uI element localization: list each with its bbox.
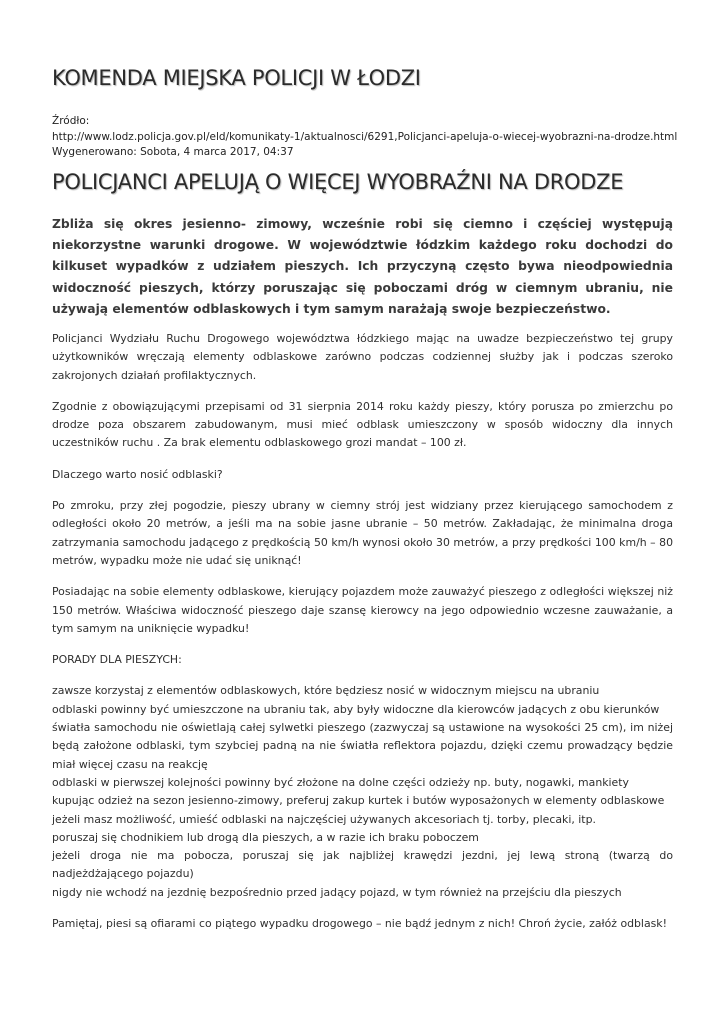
closing-paragraph: Pamiętaj, piesi są ofiarami co piątego wypadku drogowego – nie bądź jednym z nich! Chroń życie, załóż odblask! [52,917,667,931]
tip-item: zawsze korzystaj z elementów odblaskowych, które będziesz nosić w widocznym miejscu na ubraniu [52,684,600,698]
tips-list [52,682,673,902]
site-title: KOMENDA MIEJSKA POLICJI W ŁODZI [52,66,421,90]
paragraph: Policjanci Wydziału Ruchu Drogowego województwa łódzkiego mając na uwadze bezpieczeństwo tej grupy użytkowników wręczają elementy odblaskowe zarówno podczas codziennej służby jak i podczas szeroko zakrojonych działań profilaktycznych. [52,332,673,382]
generated-timestamp: Wygenerowano: Sobota, 4 marca 2017, 04:37 [52,146,294,158]
tips-heading: PORADY DLA PIESZYCH: [52,653,182,667]
tip-item: odblaski powinny być umieszczone na ubraniu tak, aby były widoczne dla kierowców jadących z obu kierunków [52,702,660,716]
tip-item: nigdy nie wchodź na jezdnię bezpośrednio przed jadący pojazd, w tym również na przejściu dla pieszych [52,885,622,899]
tip-item: jeżeli droga nie ma pobocza, poruszaj się jak najbliżej krawędzi jezdni, jej lewą stroną (twarzą do nadjeżdżającego pojazdu) [52,849,673,881]
tip-item: światła samochodu nie oświetlają całej sylwetki pieszego (zazwyczaj są ustawione na wysokości 25 cm), im niżej będą założone odblaski, tym szybciej padną na nie światła reflektora pojazdu, dzięki czemu prowadzący będzie miał więcej czasu na reakcję [52,721,673,771]
source-url: http://www.lodz.policja.gov.pl/eld/komunikaty-1/aktualnosci/6291,Policjanci-apeluja-o-wiecej-wyobrazni-na-drodze.html [52,130,678,143]
tip-item: poruszaj się chodnikiem lub drogą dla pieszych, a w razie ich braku poboczem [52,830,479,844]
article-title: POLICJANCI APELUJĄ O WIĘCEJ WYOBRAŹNI NA DRODZE [52,170,624,194]
source-meta [52,114,692,161]
tip-item: kupując odzież na sezon jesienno-zimowy, preferuj zakup kurtek i butów wyposażonych w elementy odblaskowe [52,794,665,808]
section-question: Dlaczego warto nosić odblaski? [52,467,223,481]
paragraph: Po zmroku, przy złej pogodzie, pieszy ubrany w ciemny strój jest widziany przez kierującego samochodem z odległości około 20 metrów, a jeśli ma na sobie jasne ubranie – 50 metrów. Zakładając, że minimalna droga zatrzymania samochodu jadącego z prędkością 50 km/h wynosi około 30 metrów, a przy prędkości 100 km/h – 80 metrów, wypadku może nie udać się uniknąć! [52,499,673,567]
article-body [52,330,673,946]
tip-item: jeżeli masz możliwość, umieść odblaski na najczęściej używanych akcesoriach tj. torby, plecaki, itp. [52,812,596,826]
paragraph: Posiadając na sobie elementy odblaskowe, kierujący pojazdem może zauważyć pieszego z odległości większej niż 150 metrów. Właściwa widoczność pieszego daje szansę kierowcy na jego odpowiednio wczesne zauważanie, a tym samym na uniknięcie wypadku! [52,585,673,635]
source-label: Źródło: [52,115,90,127]
paragraph: Zgodnie z obowiązującymi przepisami od 31 sierpnia 2014 roku każdy pieszy, który porusza po zmierzchu po drodze poza obszarem zabudowanym, musi mieć odblask umieszczony w sposób widoczny dla innych uczestników ruchu . Za brak elementu odblaskowego grozi mandat – 100 zł. [52,399,673,450]
tip-item: odblaski w pierwszej kolejności powinny być złożone na dolne części odzieży np. buty, nogawki, mankiety [52,775,629,789]
article-lead: Zbliża się okres jesienno- zimowy, wcześnie robi się ciemno i częściej występują niekorzystne warunki drogowe. W województwie łódzkim każdego roku dochodzi do kilkuset wypadków z udziałem pieszych. Ich przyczyną często bywa nieodpowiednia widoczność pieszych, którzy poruszając się poboczami dróg w ciemnym ubraniu, nie używają elementów odblaskowych i tym samym narażają swoje bezpieczeństwo. [52,217,673,316]
